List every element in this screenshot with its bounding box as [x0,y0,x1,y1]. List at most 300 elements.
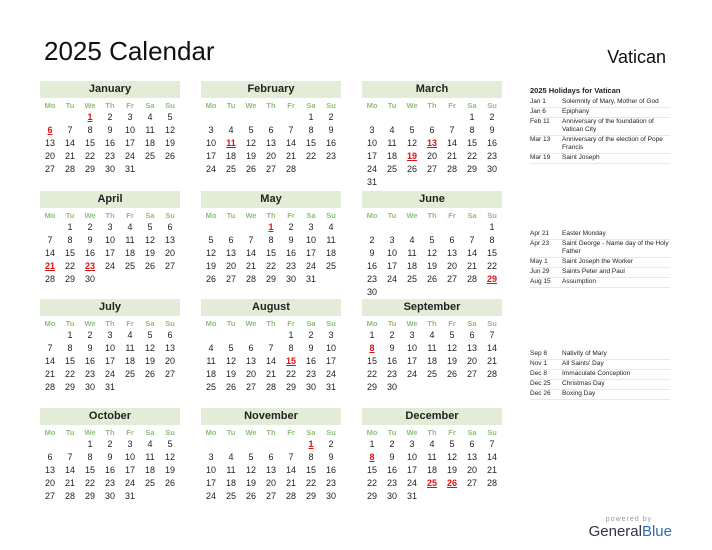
weekday-label: Sa [467,428,477,437]
weekday-label: Th [427,428,437,437]
month-may [201,191,341,286]
day-cell: 4 [208,343,214,353]
day-cell: 21 [64,151,75,161]
day-cell: 11 [326,235,336,245]
day-cell: 30 [104,491,115,501]
month-header: January [40,81,180,98]
day-cell: 28 [44,382,55,392]
day-cell: 7 [268,343,274,353]
day-cell: 13 [44,138,55,148]
holiday-row [530,350,670,360]
day-cell: 28 [265,382,276,392]
day-cell: 8 [87,452,93,462]
day-cell: 10 [104,343,115,353]
day-cell: 28 [486,478,497,488]
weekday-label: Sa [306,319,316,328]
day-cell: 30 [486,164,497,174]
day-cell: 7 [248,235,254,245]
weekday-label: Su [165,211,175,220]
day-cell: 20 [44,478,55,488]
day-grid [362,329,502,394]
empty-cell [201,111,221,124]
day-cell: 31 [406,491,417,501]
day-cell: 28 [44,274,55,284]
brand-name-blue: Blue [641,523,672,540]
day-cell: 29 [285,382,296,392]
holiday-name: Saint Joseph the Worker [562,258,634,265]
month-header: September [362,299,502,316]
month-header: December [362,408,502,425]
day-cell: 12 [426,248,437,258]
day-cell: 25 [225,491,236,501]
weekday-label: We [245,211,257,220]
day-cell: 9 [288,235,294,245]
holiday-row [530,380,670,390]
day-cell: 14 [64,465,75,475]
day-cell: 22 [64,261,75,271]
day-cell: 4 [409,235,415,245]
day-cell: 7 [469,235,475,245]
day-cell: 15 [486,248,497,258]
day-cell: 25 [124,369,135,379]
weekday-label: Th [105,428,115,437]
weekday-label: Fr [448,211,456,220]
day-cell: 25 [144,151,155,161]
day-cell: 3 [308,222,314,232]
day-cell: 26 [225,382,236,392]
weekday-label: Su [487,428,497,437]
day-cell: 31 [124,164,135,174]
empty-cell [40,329,60,342]
day-cell: 3 [409,439,415,449]
day-cell: 6 [228,235,234,245]
day-cell: 26 [205,274,216,284]
weekday-label: Th [427,211,437,220]
day-cell: 23 [325,151,336,161]
day-cell: 9 [489,125,495,135]
day-cell: 5 [167,112,173,122]
day-cell: 14 [446,138,457,148]
day-cell: 28 [285,491,296,501]
month-january [40,81,180,176]
day-cell: 13 [466,452,477,462]
weekday-label: Sa [467,101,477,110]
day-cell: 12 [245,465,256,475]
day-cell: 2 [389,439,395,449]
holiday-row [530,370,670,380]
holiday-date: Jun 29 [530,268,550,275]
month-november [201,408,341,503]
holiday-name: Boxing Day [562,390,596,397]
day-cell: 30 [386,491,397,501]
holiday-date: Mar 13 [530,136,551,143]
weekday-label: We [245,101,257,110]
day-cell: 31 [305,274,316,284]
day-cell: 26 [426,274,437,284]
day-cell: 6 [167,330,173,340]
empty-cell [422,221,442,234]
holiday-name: Assumption [562,278,596,285]
day-cell: 13 [164,343,175,353]
holiday-name: All Saints' Day [562,360,604,367]
weekday-label: Su [487,211,497,220]
day-cell: 31 [325,382,336,392]
weekday-label: Sa [145,101,155,110]
day-cell: 20 [164,248,175,258]
day-cell: 2 [308,330,314,340]
day-cell: 12 [144,235,155,245]
day-cell: 30 [285,274,296,284]
day-cell: 21 [64,478,75,488]
day-cell: 1 [369,439,375,449]
day-cell: 22 [366,369,377,379]
day-cell: 24 [366,164,377,174]
day-cell: 11 [125,235,135,245]
day-cell: 27 [245,382,256,392]
day-cell: 2 [328,112,334,122]
day-cell: 19 [205,261,216,271]
day-cell: 17 [305,248,316,258]
weekday-label: Tu [65,101,75,110]
day-grid [40,329,180,394]
day-cell: 7 [67,125,73,135]
day-cell: 2 [389,330,395,340]
month-header: May [201,191,341,208]
day-cell: 13 [265,138,276,148]
weekday-label: Fr [448,101,456,110]
day-cell: 30 [325,491,336,501]
day-cell: 16 [104,465,115,475]
day-cell: 12 [446,343,457,353]
day-cell: 15 [64,248,75,258]
day-cell: 25 [124,261,135,271]
day-cell: 7 [489,439,495,449]
weekday-label: Mo [44,211,56,220]
day-cell: 18 [325,248,336,258]
day-cell: 6 [469,439,475,449]
month-february [201,81,341,176]
empty-cell [60,111,80,124]
day-cell: 8 [308,125,314,135]
day-cell: 12 [446,452,457,462]
holiday-day: 15 [285,356,296,366]
day-cell: 28 [285,164,296,174]
day-cell: 16 [104,138,115,148]
holiday-name: Saints Peter and Paul [562,268,625,275]
weekday-label: Su [487,319,497,328]
holiday-day: 19 [406,151,417,161]
day-cell: 24 [104,261,115,271]
day-cell: 2 [288,222,294,232]
weekday-label: Th [266,319,276,328]
weekday-label: Sa [145,211,155,220]
day-cell: 29 [305,491,316,501]
day-cell: 20 [426,151,437,161]
empty-cell [402,111,422,124]
day-cell: 7 [67,452,73,462]
day-cell: 1 [67,330,73,340]
day-cell: 5 [147,222,153,232]
day-cell: 15 [84,465,95,475]
day-cell: 26 [144,369,155,379]
day-cell: 23 [325,478,336,488]
day-cell: 16 [325,138,336,148]
day-cell: 21 [446,151,457,161]
month-header: July [40,299,180,316]
weekday-row [201,100,341,111]
day-cell: 6 [167,222,173,232]
day-cell: 12 [164,452,175,462]
weekday-label: Tu [226,101,236,110]
weekday-label: We [406,101,418,110]
weekday-label: Su [326,428,336,437]
day-cell: 13 [44,465,55,475]
day-cell: 6 [268,125,274,135]
weekday-label: We [84,211,96,220]
weekday-label: Fr [448,319,456,328]
empty-cell [422,111,442,124]
day-cell: 25 [325,261,336,271]
month-header: November [201,408,341,425]
day-cell: 22 [265,261,276,271]
day-cell: 26 [245,164,256,174]
month-july [40,299,180,394]
weekday-row [201,427,341,438]
day-cell: 24 [205,491,216,501]
holiday-row [530,278,670,288]
day-cell: 2 [369,235,375,245]
day-cell: 3 [369,125,375,135]
weekday-label: We [84,319,96,328]
weekday-label: Th [105,101,115,110]
day-cell: 2 [328,439,334,449]
day-cell: 10 [325,343,336,353]
day-cell: 31 [124,491,135,501]
holiday-date: Jan 1 [530,98,546,105]
holiday-row [530,268,670,278]
day-cell: 20 [446,261,457,271]
day-cell: 18 [144,138,155,148]
day-cell: 21 [486,356,497,366]
day-cell: 2 [87,222,93,232]
weekday-label: Fr [126,428,134,437]
weekday-label: Mo [205,428,217,437]
day-cell: 19 [164,465,175,475]
holiday-name: Epiphany [562,108,590,115]
empty-cell [60,438,80,451]
day-grid [40,438,180,503]
day-grid [201,329,341,394]
page-title: 2025 Calendar [44,36,215,66]
day-cell: 17 [205,151,216,161]
holiday-row [530,230,670,240]
weekday-label: Sa [467,319,477,328]
weekday-label: Su [487,101,497,110]
day-cell: 4 [228,125,234,135]
holiday-day: 1 [308,439,314,449]
weekday-label: Mo [366,428,378,437]
month-december [362,408,502,503]
holiday-list-q3 [530,350,670,400]
weekday-label: Tu [387,428,397,437]
holiday-day: 13 [426,138,437,148]
day-cell: 1 [87,439,93,449]
day-cell: 7 [47,343,53,353]
day-cell: 15 [305,465,316,475]
holiday-day: 8 [369,343,375,353]
day-cell: 11 [407,248,417,258]
day-cell: 29 [466,164,477,174]
day-cell: 5 [429,235,435,245]
day-cell: 30 [366,287,377,297]
month-august [201,299,341,394]
weekday-label: Tu [387,319,397,328]
day-cell: 29 [265,274,276,284]
holiday-date: Dec 26 [530,390,551,397]
day-cell: 22 [285,369,296,379]
day-cell: 12 [144,343,155,353]
holiday-date: Feb 11 [530,118,550,125]
day-cell: 4 [147,112,153,122]
month-header: June [362,191,502,208]
empty-cell [221,221,241,234]
day-cell: 27 [225,274,236,284]
empty-cell [382,221,402,234]
day-cell: 7 [288,125,294,135]
day-cell: 12 [205,248,216,258]
weekday-label: Th [105,319,115,328]
day-cell: 22 [84,478,95,488]
weekday-row [362,318,502,329]
holiday-name: Nativity of Mary [562,350,607,357]
day-cell: 15 [466,138,477,148]
day-cell: 11 [427,452,437,462]
day-cell: 19 [144,356,155,366]
brand-logo[interactable] [589,516,672,540]
day-cell: 21 [265,369,276,379]
day-cell: 9 [87,343,93,353]
day-cell: 15 [305,138,316,148]
empty-cell [442,111,462,124]
day-cell: 8 [308,452,314,462]
day-cell: 23 [486,151,497,161]
day-cell: 3 [389,235,395,245]
day-grid [40,111,180,176]
day-cell: 5 [409,125,415,135]
empty-cell [201,438,221,451]
day-cell: 22 [486,261,497,271]
day-cell: 25 [205,382,216,392]
day-cell: 29 [366,491,377,501]
day-cell: 10 [104,235,115,245]
day-cell: 5 [248,452,254,462]
day-cell: 19 [426,261,437,271]
day-cell: 13 [466,343,477,353]
day-cell: 10 [205,465,216,475]
weekday-label: We [406,428,418,437]
weekday-label: Th [266,211,276,220]
holiday-date: Aug 15 [530,278,551,285]
day-cell: 14 [486,452,497,462]
day-cell: 30 [84,382,95,392]
day-cell: 25 [144,478,155,488]
weekday-label: Mo [44,101,56,110]
weekday-row [40,210,180,221]
weekday-row [362,427,502,438]
day-cell: 9 [328,125,334,135]
day-cell: 10 [205,138,216,148]
holiday-name: Anniversary of the election of Pope Francis [562,136,663,151]
month-header: April [40,191,180,208]
day-grid [362,438,502,503]
day-cell: 7 [489,330,495,340]
holiday-date: Dec 25 [530,380,551,387]
empty-cell [402,221,422,234]
weekday-label: Mo [366,319,378,328]
day-cell: 18 [386,151,397,161]
day-cell: 19 [245,151,256,161]
day-grid [201,221,341,286]
day-cell: 27 [466,478,477,488]
day-cell: 9 [87,235,93,245]
day-cell: 9 [107,452,113,462]
day-cell: 26 [164,478,175,488]
day-cell: 5 [208,235,214,245]
day-cell: 23 [305,369,316,379]
day-cell: 22 [366,478,377,488]
day-cell: 18 [225,151,236,161]
day-cell: 6 [429,125,435,135]
weekday-label: We [406,211,418,220]
day-cell: 15 [366,356,377,366]
day-cell: 13 [265,465,276,475]
holiday-row [530,118,670,136]
day-cell: 25 [406,274,417,284]
day-cell: 28 [466,274,477,284]
holiday-list-q1 [530,86,670,164]
day-cell: 8 [489,235,495,245]
day-cell: 16 [486,138,497,148]
empty-cell [362,221,382,234]
weekday-label: Fr [448,428,456,437]
day-cell: 1 [369,330,375,340]
weekday-label: Tu [387,101,397,110]
day-cell: 30 [305,382,316,392]
holiday-name: Easter Monday [562,230,606,237]
day-cell: 18 [124,248,135,258]
weekday-row [40,100,180,111]
day-cell: 11 [226,465,236,475]
holiday-name: Saint George - Name day of the Holy Father [562,240,669,255]
weekday-label: Mo [366,101,378,110]
day-cell: 17 [406,465,417,475]
empty-cell [40,221,60,234]
day-cell: 27 [164,261,175,271]
day-cell: 16 [84,356,95,366]
weekday-label: Mo [44,319,56,328]
day-cell: 21 [44,369,55,379]
day-cell: 12 [164,125,175,135]
day-cell: 18 [124,356,135,366]
day-cell: 5 [167,439,173,449]
empty-cell [221,329,241,342]
day-cell: 17 [124,465,135,475]
holiday-row [530,98,670,108]
day-cell: 29 [64,382,75,392]
day-cell: 23 [84,369,95,379]
holiday-name: Christmas Day [562,380,605,387]
day-cell: 4 [389,125,395,135]
